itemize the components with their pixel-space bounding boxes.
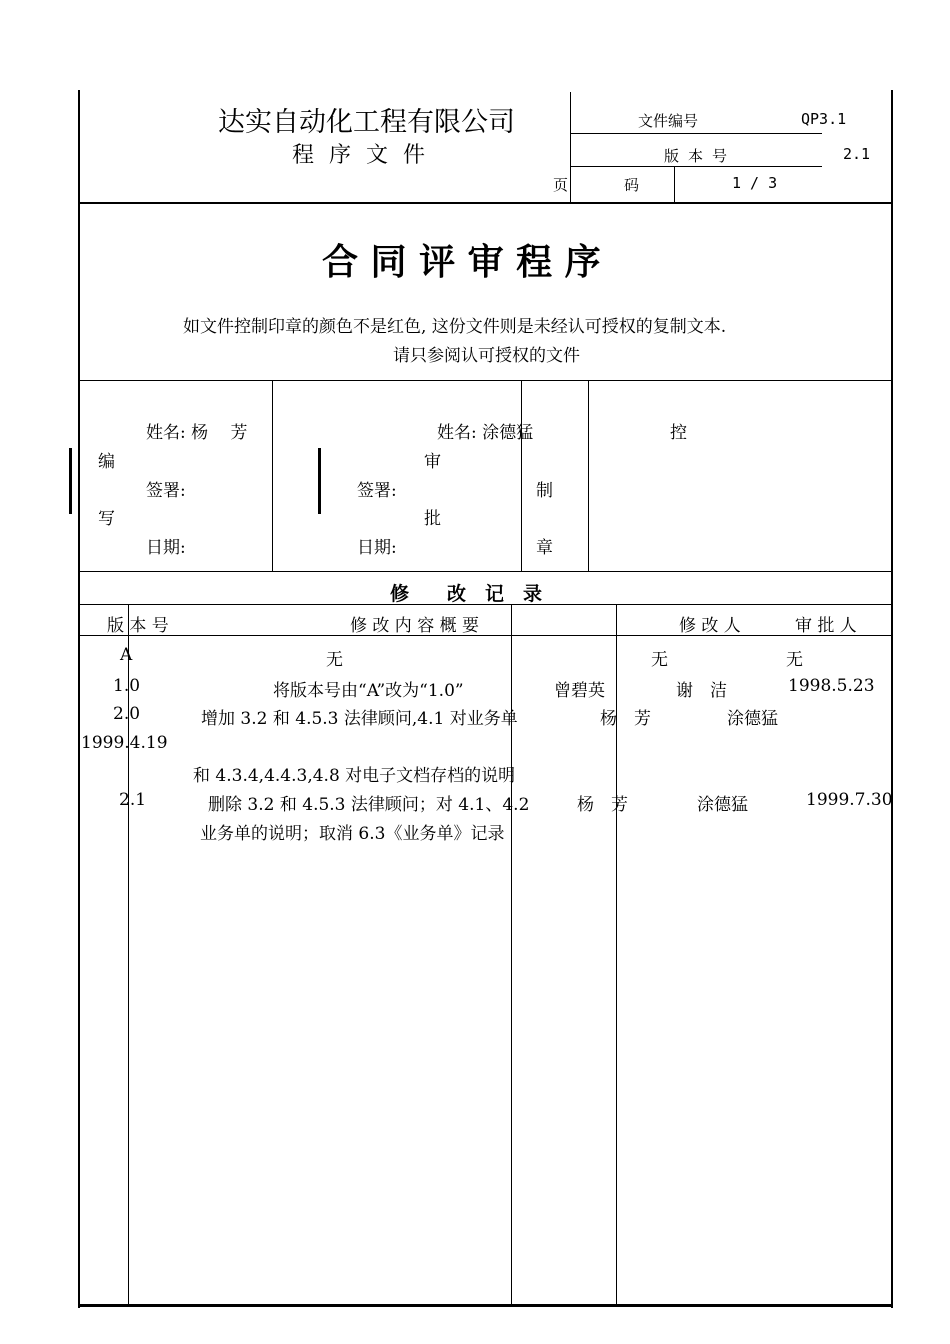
table-row-content-continued: 业务单的说明；取消 6.3《业务单》记录 (200, 824, 505, 844)
col-content-header: 修 改 内 容 概 要 (350, 616, 480, 636)
table-row-modifier: 杨 芳 (600, 709, 651, 729)
company-name: 达实自动化工程有限公司 (218, 107, 515, 138)
table-row-approver: 涂德猛 (697, 795, 748, 815)
sign-mark-left (69, 448, 72, 514)
revision-header-line (78, 635, 893, 636)
approve-label-1: 审 (424, 452, 441, 472)
title-bottom-line (78, 380, 893, 381)
frame-right-line (891, 90, 893, 1308)
header-vertical-divider (570, 92, 571, 202)
table-row-approver: 涂德猛 (727, 709, 778, 729)
sign-divider-3 (588, 381, 589, 571)
approver-name: 姓名: 涂德猛 (437, 423, 534, 443)
table-row-date: 1998.5.23 (788, 676, 875, 696)
document-type: 程 序 文 件 (292, 143, 429, 168)
table-row-content: 增加 3.2 和 4.5.3 法律顾问,4.1 对业务单 (201, 709, 518, 729)
frame-bottom-line (78, 1304, 893, 1307)
table-row-date: 1999.4.19 (81, 733, 168, 753)
table-row-version: 2.0 (113, 704, 141, 724)
table-row-version: A (120, 645, 133, 665)
page-cell-divider (674, 167, 675, 202)
approver-date-label: 日期: (357, 538, 397, 558)
page-value: 1 / 3 (732, 174, 778, 192)
table-row-modifier: 杨 芳 (577, 795, 628, 815)
table-row-version: 1.0 (113, 676, 141, 696)
table-row-content-continued: 和 4.3.4,4.4.3,4.8 对电子文档存档的说明 (193, 766, 516, 786)
approve-label-2: 批 (424, 509, 441, 529)
revision-title: 修 改 记 录 (390, 583, 543, 605)
page-label-1: 页 (553, 176, 569, 194)
frame-left-line (78, 90, 80, 1308)
header-row-line-2 (570, 166, 822, 167)
table-row-version: 2.1 (119, 790, 147, 810)
document-title: 合 同 评 审 程 序 (322, 242, 601, 283)
table-row-modifier: 曾碧英 (554, 681, 605, 701)
version-label: 版 本 号 (664, 147, 728, 165)
col-approver-header: 审 批 人 (795, 616, 857, 636)
page-label-2: 码 (624, 176, 640, 194)
table-row-approver: 无 (786, 650, 803, 670)
sign-divider-2 (521, 381, 522, 571)
compiler-sign-label: 签署: (146, 481, 186, 501)
header-row-line-1 (570, 133, 822, 134)
table-row-content: 删除 3.2 和 4.5.3 法律顾问；对 4.1、4.2 (208, 795, 530, 815)
version-value: 2.1 (843, 145, 871, 163)
compiler-date-label: 日期: (146, 538, 186, 558)
col-modifier-header: 修 改 人 (679, 616, 741, 636)
compile-label-2: 写 (98, 509, 115, 529)
table-row-approver: 谢 洁 (676, 681, 727, 701)
table-row-content: 无 (326, 650, 343, 670)
sign-divider-1 (272, 381, 273, 571)
control-stamp-label-3: 章 (536, 538, 553, 558)
table-row-content: 将版本号由“A”改为“1.0” (273, 681, 464, 701)
approver-sign-label: 签署: (357, 481, 397, 501)
doc-number-label: 文件编号 (638, 112, 699, 130)
compile-label-1: 编 (98, 452, 115, 472)
compiler-name: 姓名: 杨 芳 (146, 423, 248, 443)
control-stamp-label-1: 控 (670, 423, 687, 443)
table-row-date: 1999.7.30 (806, 790, 893, 810)
copy-notice: 如文件控制印章的颜色不是红色, 这份文件则是未经认可授权的复制文本. (183, 317, 727, 337)
table-row-modifier: 无 (651, 650, 668, 670)
control-stamp-label-2: 制 (536, 481, 553, 501)
sign-mark-middle (318, 448, 321, 514)
sign-bottom-line (78, 571, 893, 572)
header-bottom-line (78, 202, 893, 204)
copy-notice-2: 请只参阅认可授权的文件 (393, 346, 580, 366)
doc-number-value: QP3.1 (801, 110, 847, 128)
col-version-header: 版 本 号 (107, 616, 169, 636)
